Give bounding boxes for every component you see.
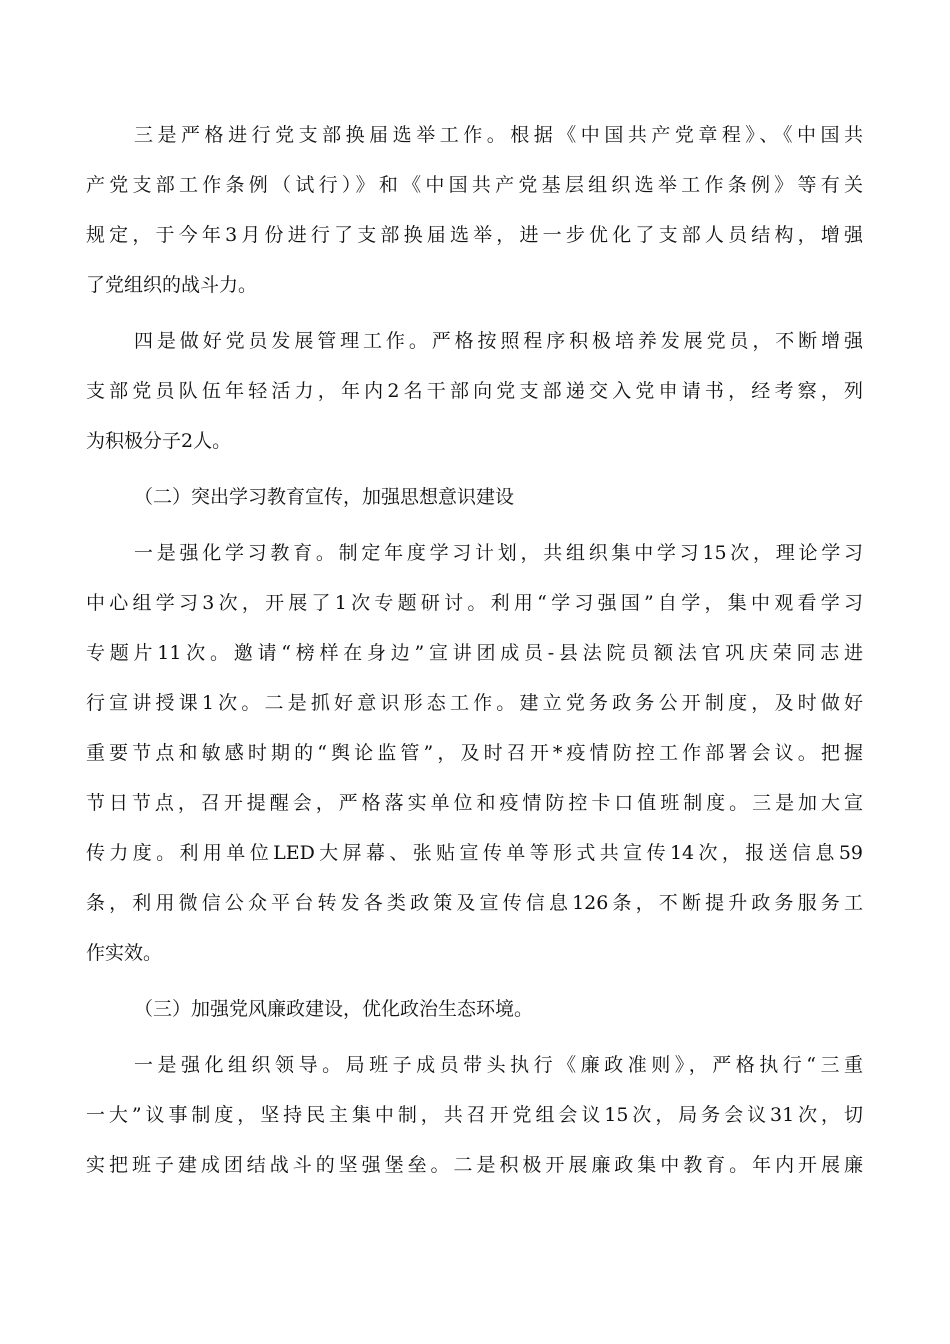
paragraph-line: 专题片11次。邀请“榜样在身边”宣讲团成员-县法院员额法官巩庆荣同志进: [86, 642, 863, 664]
paragraph-line: 行宣讲授课1次。二是抓好意识形态工作。建立党务政务公开制度，及时做好: [86, 692, 863, 714]
paragraph-line: 中心组学习3次，开展了1次专题研讨。利用“学习强国”自学，集中观看学习: [86, 592, 863, 614]
paragraph-line: 为积极分子2人。: [86, 430, 232, 452]
paragraph-line: 传力度。利用单位LED大屏幕、张贴宣传单等形式共宣传14次，报送信息59: [86, 842, 863, 864]
paragraph-line: 一是强化组织领导。局班子成员带头执行《廉政准则》，严格执行“三重: [134, 1054, 863, 1076]
paragraph-line: 条，利用微信公众平台转发各类政策及宣传信息126条，不断提升政务服务工: [86, 892, 863, 914]
paragraph-line: 支部党员队伍年轻活力，年内2名干部向党支部递交入党申请书，经考察，列: [86, 380, 863, 402]
paragraph-line: 一大”议事制度，坚持民主集中制，共召开党组会议15次，局务会议31次，切: [86, 1104, 863, 1126]
paragraph-line: 四是做好党员发展管理工作。严格按照程序积极培养发展党员，不断增强: [134, 330, 863, 352]
section-heading: （三）加强党风廉政建设，优化政治生态环境。: [134, 998, 534, 1020]
paragraph-line: 一是强化学习教育。制定年度学习计划，共组织集中学习15次，理论学习: [134, 542, 863, 564]
paragraph-line: 了党组织的战斗力。: [86, 274, 258, 296]
paragraph-line: 重要节点和敏感时期的“舆论监管”，及时召开*疫情防控工作部署会议。把握: [86, 742, 863, 764]
paragraph-line: 规定，于今年3月份进行了支部换届选举，进一步优化了支部人员结构，增强: [86, 224, 863, 246]
paragraph-line: 三是严格进行党支部换届选举工作。根据《中国共产党章程》、《中国共: [134, 124, 863, 146]
paragraph-line: 实把班子建成团结战斗的坚强堡垒。二是积极开展廉政集中教育。年内开展廉: [86, 1154, 863, 1176]
paragraph-line: 产党支部工作条例（试行）》和《中国共产党基层组织选举工作条例》等有关: [86, 174, 863, 196]
paragraph-line: 作实效。: [86, 942, 163, 964]
section-heading: （二）突出学习教育宣传，加强思想意识建设: [134, 486, 515, 508]
paragraph-line: 节日节点，召开提醒会，严格落实单位和疫情防控卡口值班制度。三是加大宣: [86, 792, 863, 814]
